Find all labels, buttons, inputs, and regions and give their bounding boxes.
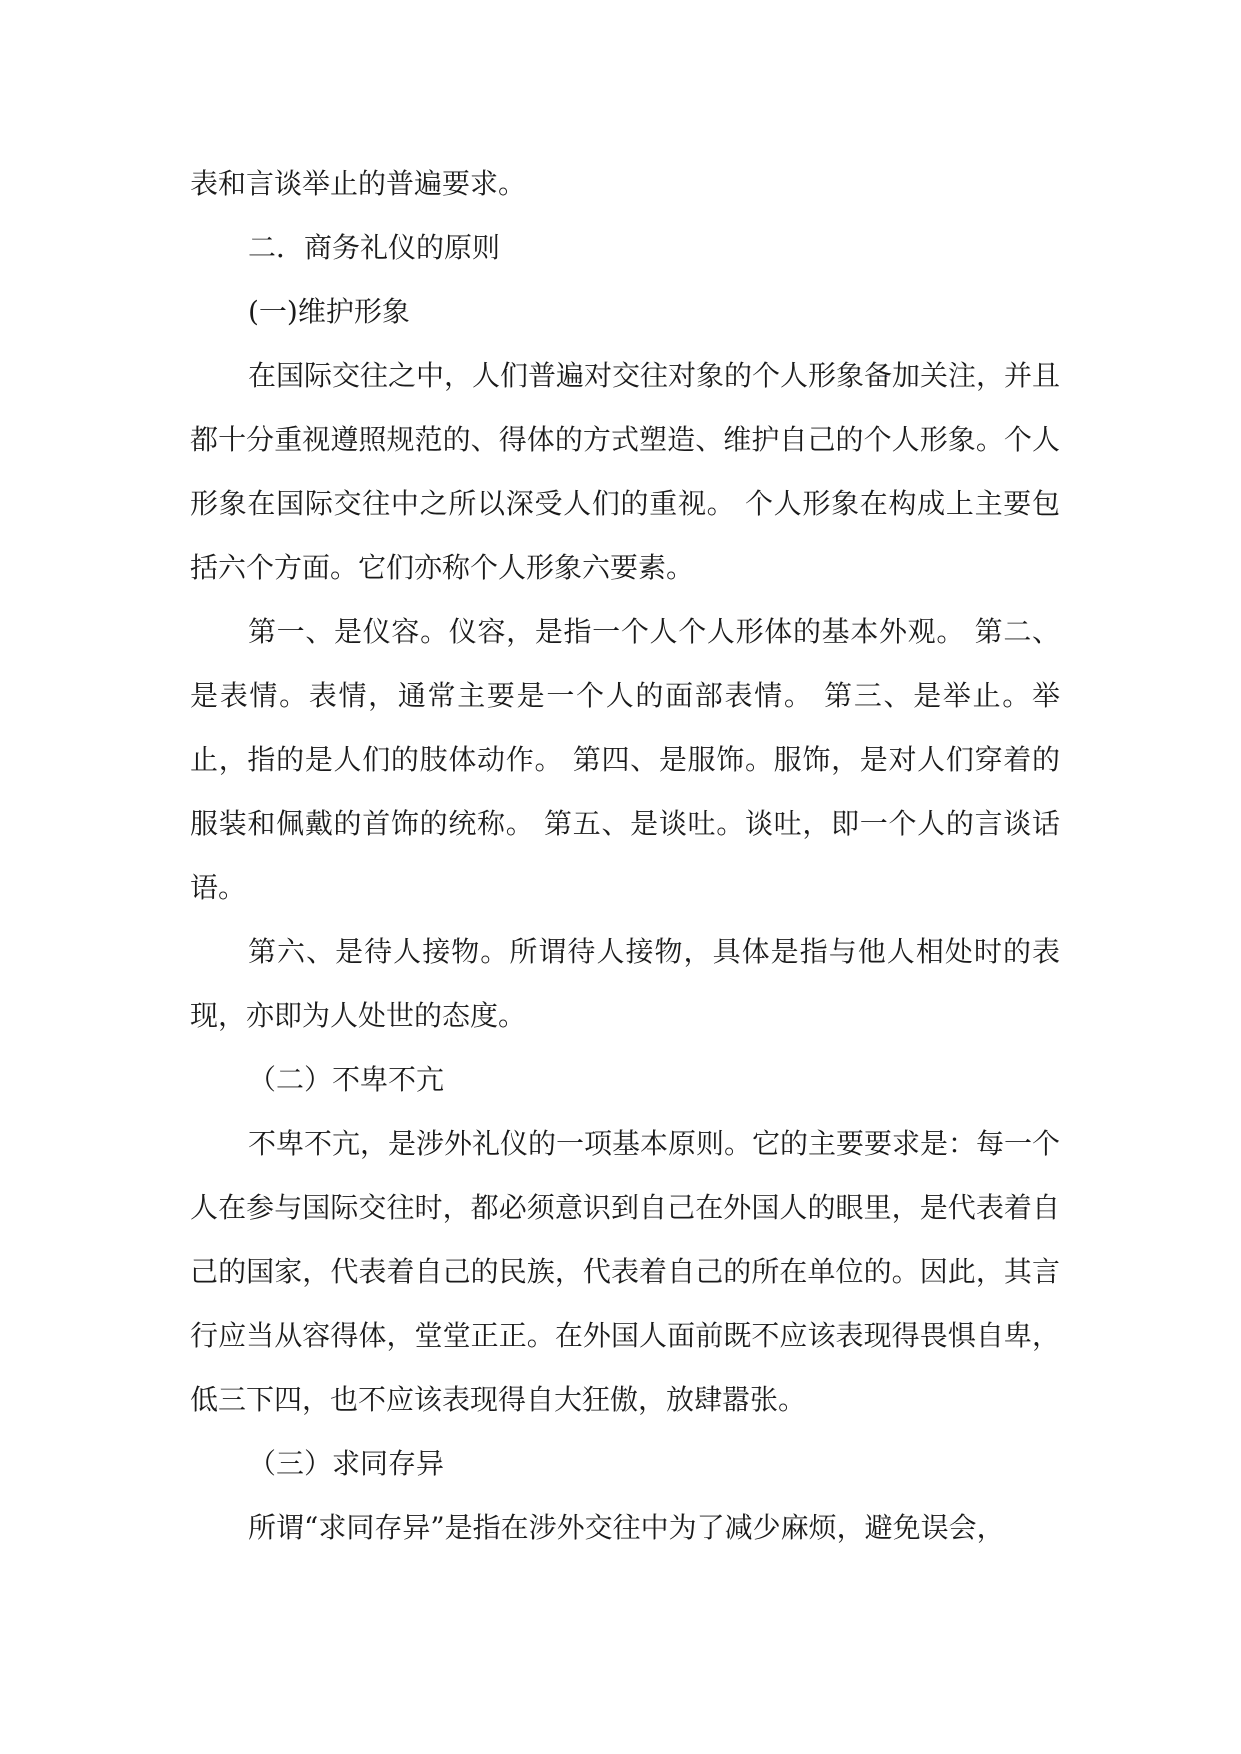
paragraph-sixth-element: 第六、是待人接物。所谓待人接物，具体是指与他人相处时的表现，亦即为人处世的态度。 (190, 935, 1060, 1032)
paragraph-six-elements: 第一、是仪容。仪容，是指一个人个人形体的基本外观。 第二、是表情。表情，通常主要是一个人的面部表情。 第三、是举止。举止，指的是人们的肢体动作。 第四、是服饰。服饰，是对人们穿着的服装和佩戴的首饰的统称。 第五、是谈吐。谈吐，即一个人的言谈话语。 (190, 615, 1060, 904)
paragraph-image-intro: 在国际交往之中，人们普遍对交往对象的个人形象备加关注，并且都十分重视遵照规范的、得体的方式塑造、维护自己的个人形象。个人形象在国际交往中之所以深受人们的重视。 个人形象在构成上主要包括六个方面。它们亦称个人形象六要素。 (190, 359, 1061, 584)
subsection-heading-maintain-image: (一)维护形象 (248, 295, 410, 328)
subsection-heading-common-ground: （三）求同存异 (248, 1447, 445, 1480)
subsection-heading-dignity: （二）不卑不亢 (248, 1063, 445, 1096)
paragraph-common-ground: 所谓“求同存异”是指在涉外交往中为了减少麻烦，避免误会， (248, 1511, 1005, 1544)
paragraph-continuation: 表和言谈举止的普遍要求。 (190, 167, 527, 200)
section-heading-principles: 二．商务礼仪的原则 (248, 231, 501, 264)
paragraph-dignity: 不卑不亢，是涉外礼仪的一项基本原则。它的主要要求是：每一个人在参与国际交往时，都必须意识到自己在外国人的眼里，是代表着自己的国家，代表着自己的民族，代表着自己的所在单位的。因此，其言行应当从容得体，堂堂正正。在外国人面前既不应该表现得畏惧自卑，低三下四，也不应该表现得自大狂傲，放肆嚣张。 (190, 1127, 1061, 1416)
document-body (190, 152, 1060, 1560)
